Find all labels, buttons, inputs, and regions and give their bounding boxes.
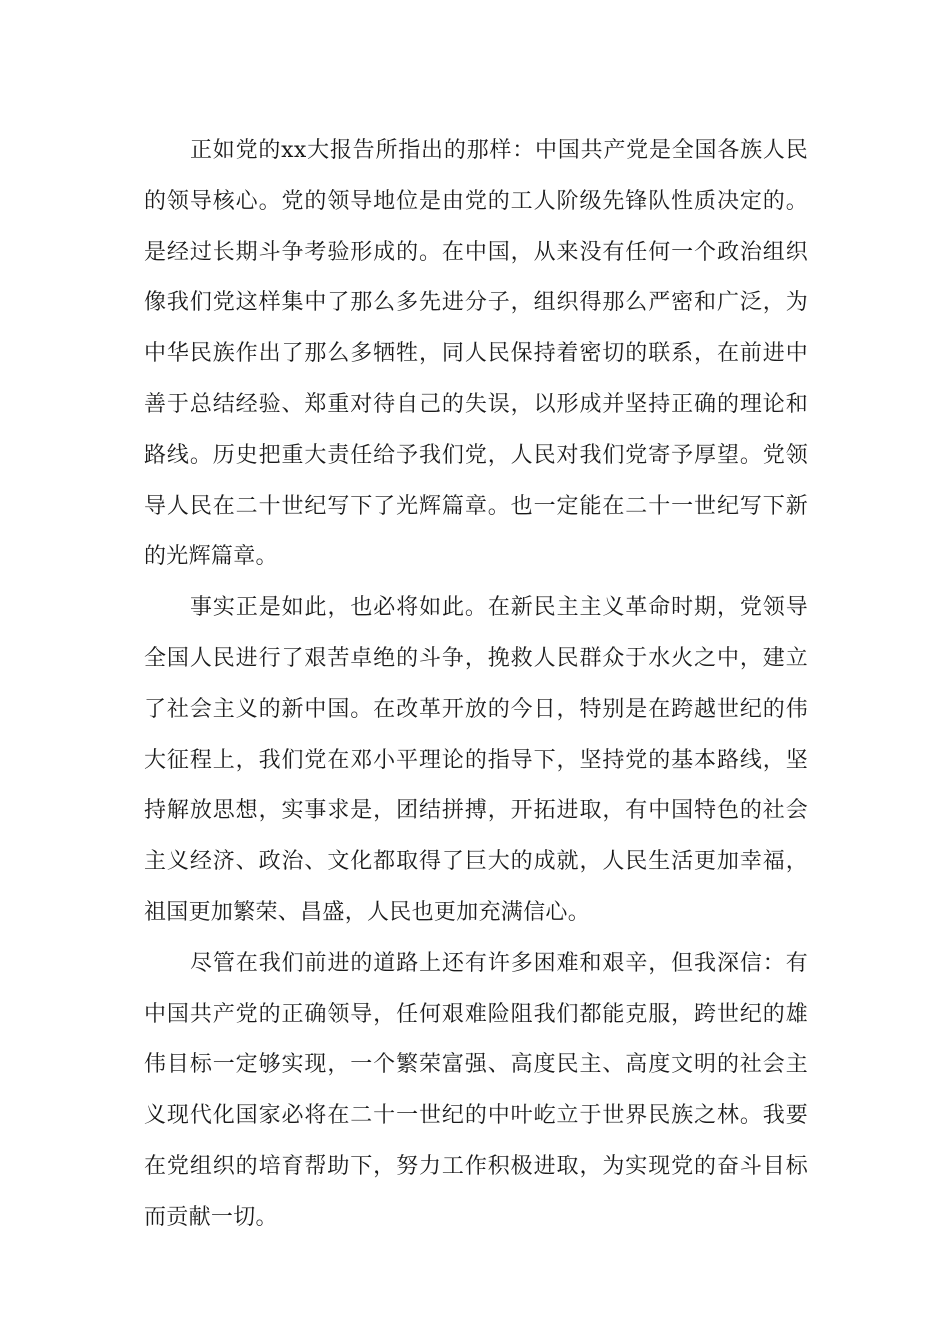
paragraph-2: 事实正是如此，也必将如此。在新民主主义革命时期，党领导全国人民进行了艰苦卓绝的斗争，挽救人民群众于水火之中，建立了社会主义的新中国。在改革开放的今日，特别是在跨越世纪的伟大征程上，我们党在邓小平理论的指导下，坚持党的基本路线，坚持解放思想，实事求是，团结拼搏，开拓进取，有中国特色的社会主义经济、政治、文化都取得了巨大的成就，人民生活更加幸福，祖国更加繁荣、昌盛，人民也更加充满信心。 xyxy=(144,595,808,925)
paragraph-1: 正如党的xx大报告所指出的那样：中国共产党是全国各族人民的领导核心。党的领导地位是由党的工人阶级先锋队性质决定的。是经过长期斗争考验形成的。在中国，从来没有任何一个政治组织像我们党这样集中了那么多先进分子，组织得那么严密和广泛，为中华民族作出了那么多牺牲，同人民保持着密切的联系，在前进中善于总结经验、郑重对待自己的失误，以形成并坚持正确的理论和路线。历史把重大责任给予我们党，人民对我们党寄予厚望。党领导人民在二十世纪写下了光辉篇章。也一定能在二十一世纪写下新的光辉篇章。 xyxy=(144,138,808,570)
paragraph-3: 尽管在我们前进的道路上还有许多困难和艰辛，但我深信：有中国共产党的正确领导，任何艰难险阻我们都能克服，跨世纪的雄伟目标一定够实现，一个繁荣富强、高度民主、高度文明的社会主义现代化国家必将在二十一世纪的中叶屹立于世界民族之林。我要在党组织的培育帮助下，努力工作积极进取，为实现党的奋斗目标而贡献一切。 xyxy=(144,950,808,1230)
document-body xyxy=(144,126,808,1244)
